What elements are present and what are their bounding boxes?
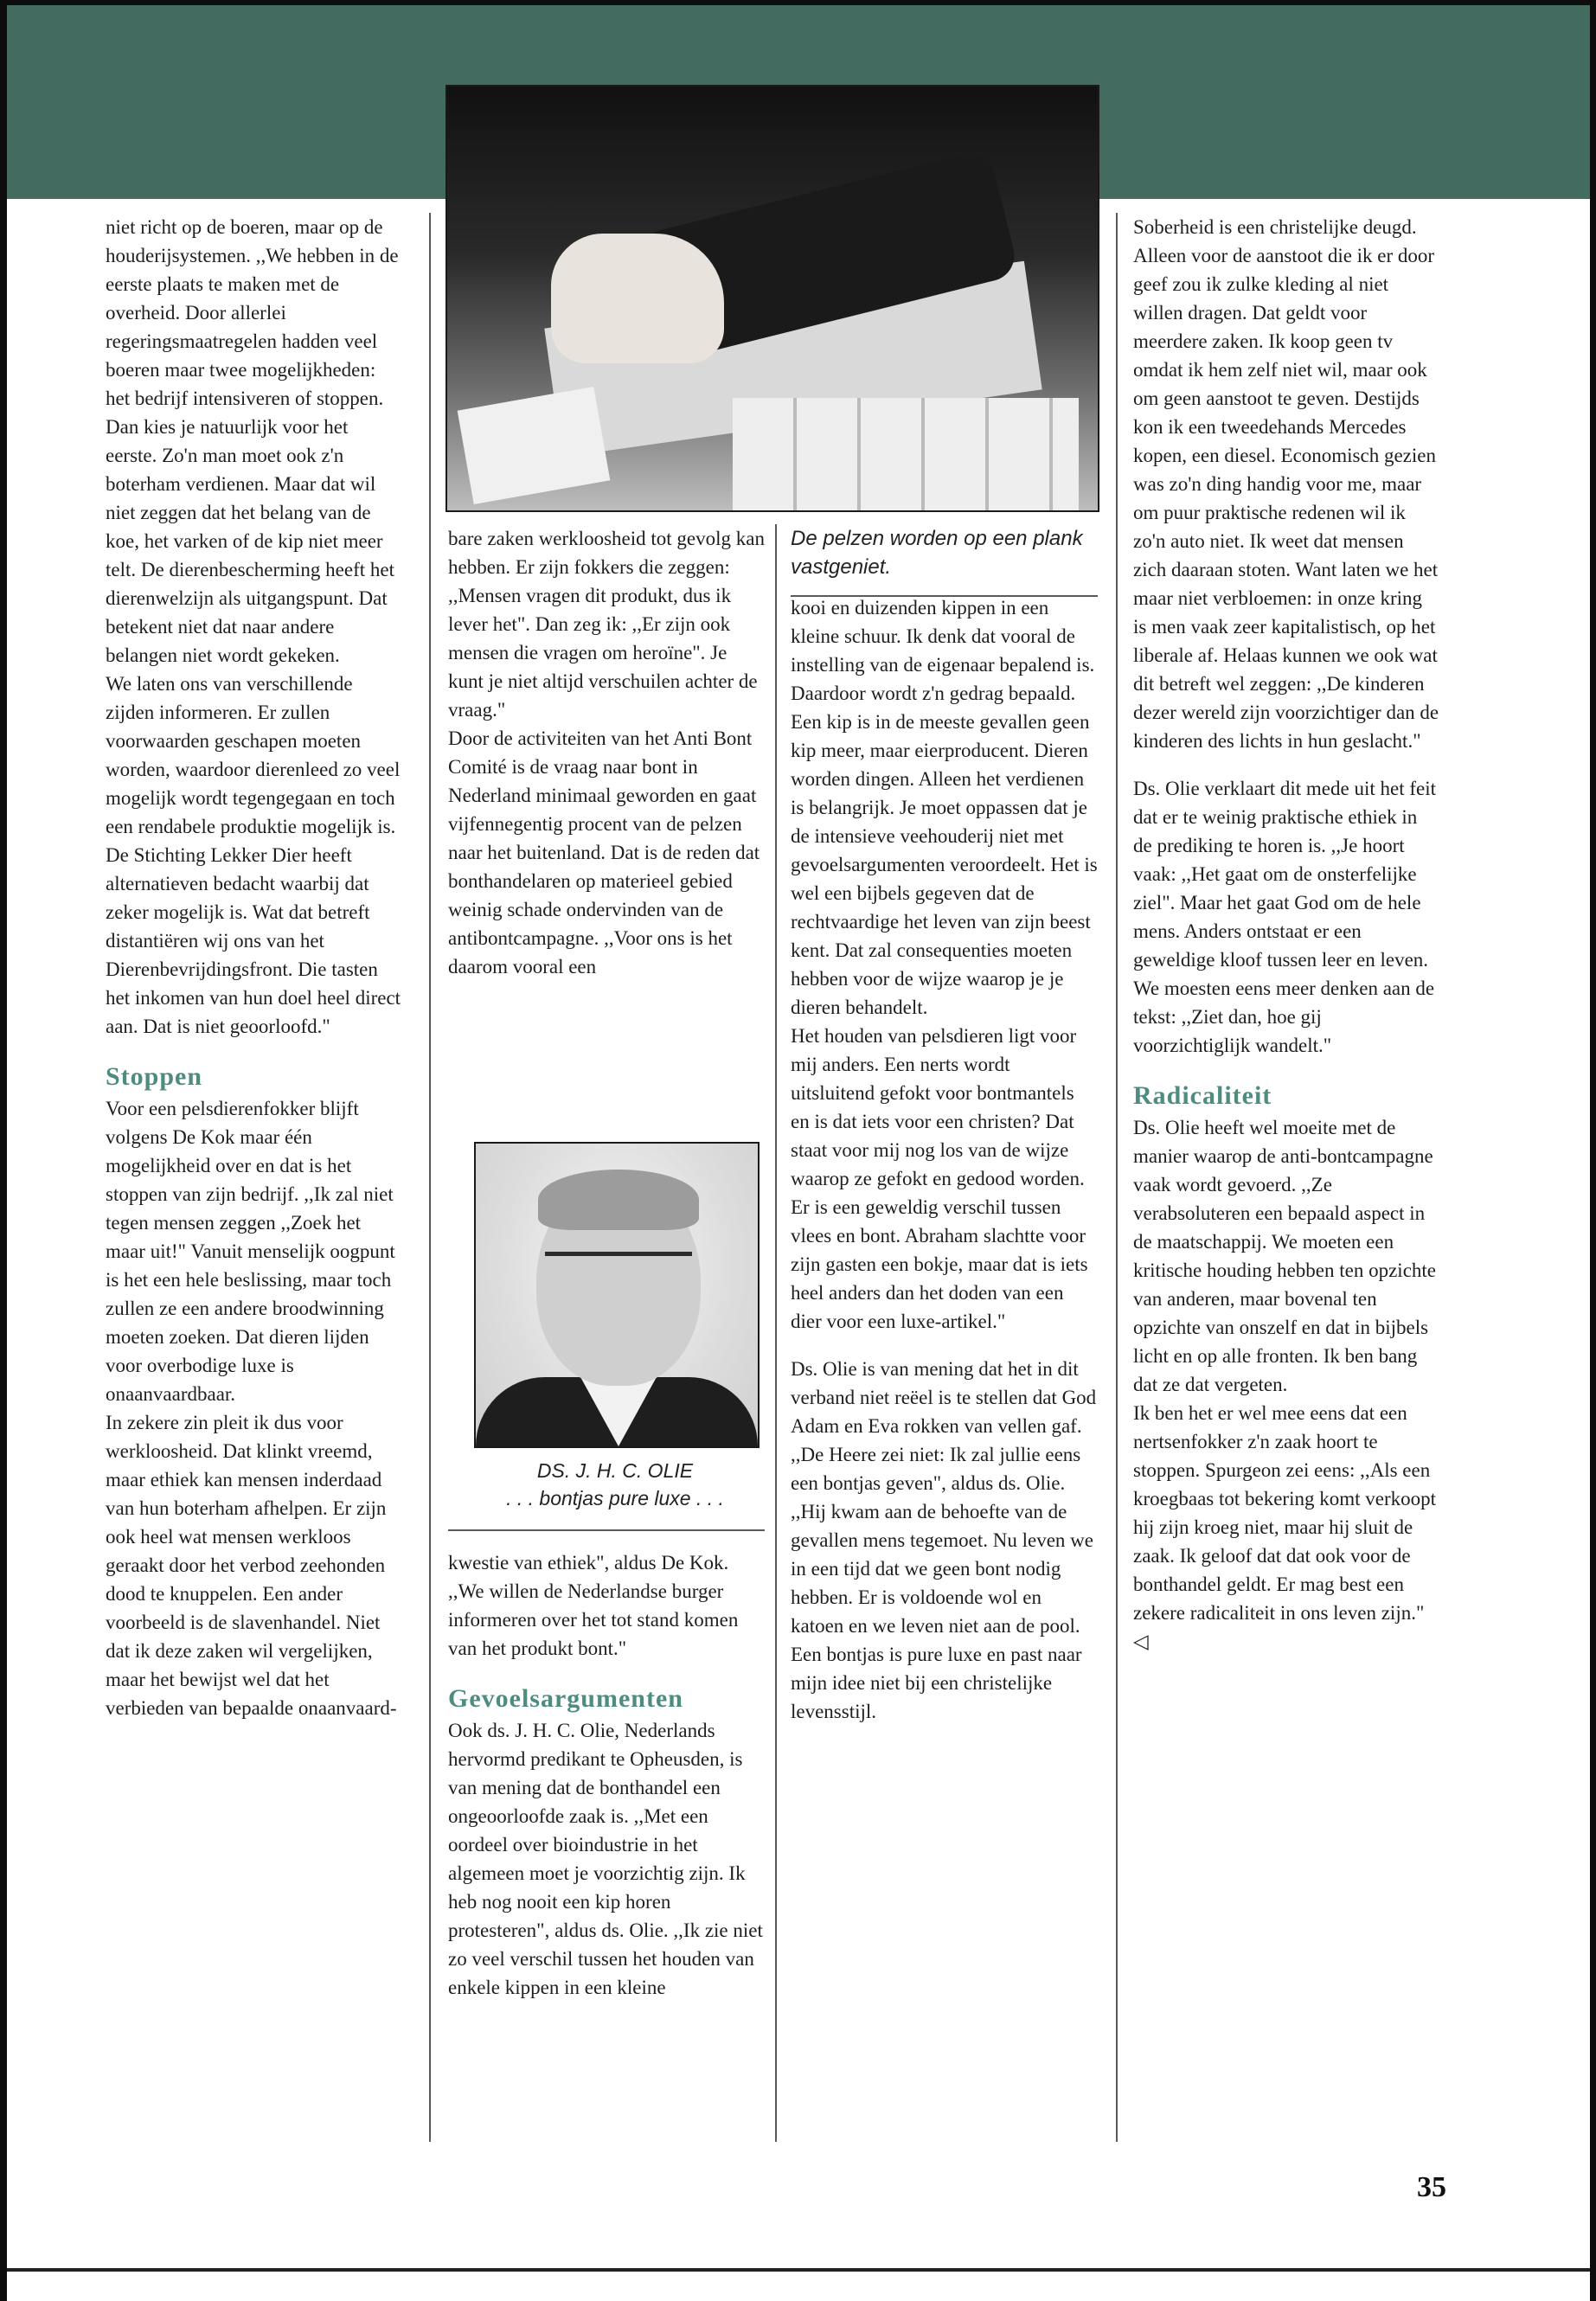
section-heading: Stoppen: [106, 1062, 203, 1091]
paragraph: kooi en duizenden kippen in een kleine schuur. Ik denk dat vooral de instelling van de eigenaar bepalend is. Daardoor wordt z'n gedrag bepaald.: [791, 597, 1095, 704]
portrait-rule: [448, 1529, 765, 1531]
paragraph: kwestie van ethiek", aldus De Kok. ,,We willen de Nederlandse burger informeren over het tot stand komen van het produkt bont.": [448, 1552, 739, 1659]
bottom-rule: [7, 2268, 1590, 2272]
portrait-caption: [474, 1457, 756, 1512]
paragraph: niet richt op de boeren, maar op de houderijsystemen. ,,We hebben in de eerste plaats te maken met de overheid. Door allerlei regeringsmaatregelen hadden veel boeren maar twee mogelijkheden: het bedrijf intensiveren of stoppen. Dan kies je natuurlijk voor het eerste. Zo'n man moet ook z'n boterham verdienen. Maar dat wil niet zeggen dat het belang van de koe, het varken of de kip niet meer telt. De dierenbescherming heeft het dierenwelzijn als uitgangspunt. Dat betekent niet dat naar andere belangen niet wordt gekeken.: [106, 216, 399, 666]
paragraph: In zekere zin pleit ik dus voor werkloosheid. Dat klinkt vreemd, maar ethiek kan mensen inderdaad van hun boterham afhelpen. Er zijn ook heel wat mensen werkloos geraakt door het verbod zeehonden dood te knuppelen. Een ander voorbeeld is de slavenhandel. Niet dat ik deze zaken wil vergelijken, maar het bewijst wel dat het verbieden van bepaalde onaanvaard-: [106, 1412, 397, 1719]
column-4: [1133, 213, 1440, 1656]
paragraph: bare zaken werkloosheid tot gevolg kan hebben. Er zijn fokkers die zeggen: ,,Mensen vragen dit produkt, dus ik lever het". Dan zeg ik: ,,Er zijn ook mensen die vragen om heroïne". Je kunt je niet altijd verschuilen achter de vraag.": [448, 528, 765, 721]
column-1: [106, 213, 404, 1722]
paragraph: Ds. Olie verklaart dit mede uit het feit dat er te weinig praktische ethiek in de prediking te horen is. ,,Je hoort vaak: ,,Het gaat om de onsterfelijke ziel". Maar het gaat God om de hele mens. Anders ontstaat er een geweldige kloof tussen leer en leven. We moesten eens meer denken aan de tekst: ,,Ziet dan, hoe gij voorzichtiglijk wandelt.": [1133, 778, 1436, 1056]
paragraph: Soberheid is een christelijke deugd. Alleen voor de aanstoot die ik er door geef zou ik zulke kleding al niet willen dragen. Dat geldt voor meerdere zaken. Ik koop geen tv omdat ik hem zelf niet wil, maar ook om geen aanstoot te geven. Destijds kon ik een tweedehands Mercedes kopen, een diesel. Economisch gezien was zo'n ding handig voor me, maar om puur praktische redenen wil ik zo'n auto niet. Ik weet dat mensen zich daaraan stoten. Want laten we het maar niet verbloemen: in onze kring is men vaak zeer kapitalistisch, op het liberale af. Helaas kunnen we ook wat dit betreft wel zeggen: ,,De kinderen dezer wereld zijn voorzichtiger dan de kinderen des lichts in hun geslacht.": [1133, 216, 1439, 752]
paragraph: Het houden van pelsdieren ligt voor mij anders. Een nerts wordt uitsluitend gefokt voor bontmantels en is dat iets voor een christen? Dat staat voor mij nog los van de wijze waarop ze gefokt en gedood worden. Er is een geweldig verschil tussen vlees en bont. Abraham slachtte voor zijn gasten een bokje, maar dat is iets heel anders dan het doden van een dier voor een luxe-artikel.": [791, 1025, 1088, 1332]
column-2-bottom: [448, 1548, 765, 2002]
column-3: [791, 593, 1098, 1726]
portrait-photo: [474, 1142, 760, 1448]
paragraph: Ds. Olie heeft wel moeite met de manier waarop de anti-bontcampagne vaak wordt gevoerd. ,,Ze verabsoluteren een bepaald aspect in de maatschappij. We moeten een kritische houding hebben ten opzichte van anderen, maar bovenal ten opzichte van onszelf en dat in bijbels licht en op alle fronten. Ik ben bang dat ze dat vergeten.: [1133, 1117, 1437, 1395]
paragraph: Voor een pelsdierenfokker blijft volgens De Kok maar één mogelijkheid over en dat is het stoppen van zijn bedrijf. ,,Ik zal niet tegen mensen zeggen ,,Zoek het maar uit!" Vanuit menselijk oogpunt is het een hele beslissing, maar toch zullen ze een andere broodwinning moeten zoeken. Dat dieren lijden voor overbodige luxe is onaanvaardbaar.: [106, 1098, 395, 1405]
newspaper: [458, 387, 611, 504]
glasses: [545, 1252, 692, 1291]
hair: [538, 1170, 699, 1230]
paragraph: Een kip is in de meeste gevallen geen kip meer, maar eierproducent. Dieren worden dingen. Alleen het verdienen is belangrijk. Je moet oppassen dat je de intensieve veehouderij niet met gevoelsargumenten veroordeelt. Het is wel een bijbels gegeven dat de rechtvaardige het leven van zijn beest kent. Dat zal consequenties moeten hebben voor de wijze waarop je je dieren behandelt.: [791, 711, 1098, 1018]
paragraph: Ik ben het er wel mee eens dat een nertsenfokker z'n zaak hoort te stoppen. Spurgeon zei eens: ,,Als een kroegbaas tot bekering komt verkoopt hij zijn kroeg niet, maar hij sluit de zaak. Ik geloof dat dat ook voor de bonthandel geldt. Er mag best een zekere radicaliteit in ons leven zijn." ◁: [1133, 1402, 1437, 1652]
column-rule: [1116, 213, 1118, 2142]
column-rule: [775, 524, 777, 2142]
wooden-slats: [733, 398, 1079, 510]
left-edge: [0, 0, 7, 2301]
portrait-quote: . . . bontjas pure luxe . . .: [506, 1487, 724, 1509]
section-heading: Radicaliteit: [1133, 1081, 1272, 1110]
right-edge: [1590, 0, 1596, 2301]
paragraph: Door de activiteiten van het Anti Bont Comité is de vraag naar bont in Nederland minimaal geworden en gaat vijfennegentig procent van de pelzen naar het buitenland. Dat is de reden dat bonthandelaren op materieel gebied weinig schade ondervinden van de antibontcampagne. ,,Voor ons is het daarom vooral een: [448, 727, 760, 977]
pelts-photo: [445, 85, 1099, 512]
paragraph: Ds. Olie is van mening dat het in dit verband niet reëel is te stellen dat God Adam en Eva rokken van vellen gaf. ,,De Heere zei niet: Ik zal jullie eens een bontjas geven", aldus ds. Olie. ,,Hij kwam aan de behoefte van de gevallen mens tegemoet. Nu leven we in een tijd dat we geen bont nodig hebben. Er is voldoende wol en katoen en we leven niet aan de pool. Een bontjas is pure luxe en past naar mijn idee niet bij een christelijke levensstijl.: [791, 1358, 1097, 1722]
portrait-name: DS. J. H. C. OLIE: [536, 1459, 694, 1482]
hand: [551, 234, 724, 363]
paragraph: We laten ons van verschillende zijden informeren. Er zullen voorwaarden geschapen moeten worden, waardoor dierenleed zo veel mogelijk wordt tegengegaan en toch een rendabele produktie mogelijk is. De Stichting Lekker Dier heeft alternatieven bedacht waarbij dat zeker mogelijk is. Wat dat betreft distantiëren wij ons van het Dierenbevrijdingsfront. Die tasten het inkomen van hun doel heel direct aan. Dat is niet geoorloofd.": [106, 673, 401, 1037]
column-2: [448, 524, 765, 981]
paragraph: Ook ds. J. H. C. Olie, Nederlands hervormd predikant te Opheusden, is van mening dat de bonthandel een ongeoorloofde zaak is. ,,Met een oordeel over bioindustrie in het algemeen moet je voorzichtig zijn. Ik heb nog nooit een kip horen protesteren", aldus ds. Olie. ,,Ik zie niet zo veel verschil tussen het houden van enkele kippen in een kleine: [448, 1720, 763, 1998]
column-rule: [429, 213, 431, 2142]
section-heading: Gevoelsargumenten: [448, 1684, 683, 1713]
page-number: 35: [1417, 2171, 1446, 2203]
photo-caption: De pelzen worden op een plank vastgeniet.: [791, 527, 1083, 579]
